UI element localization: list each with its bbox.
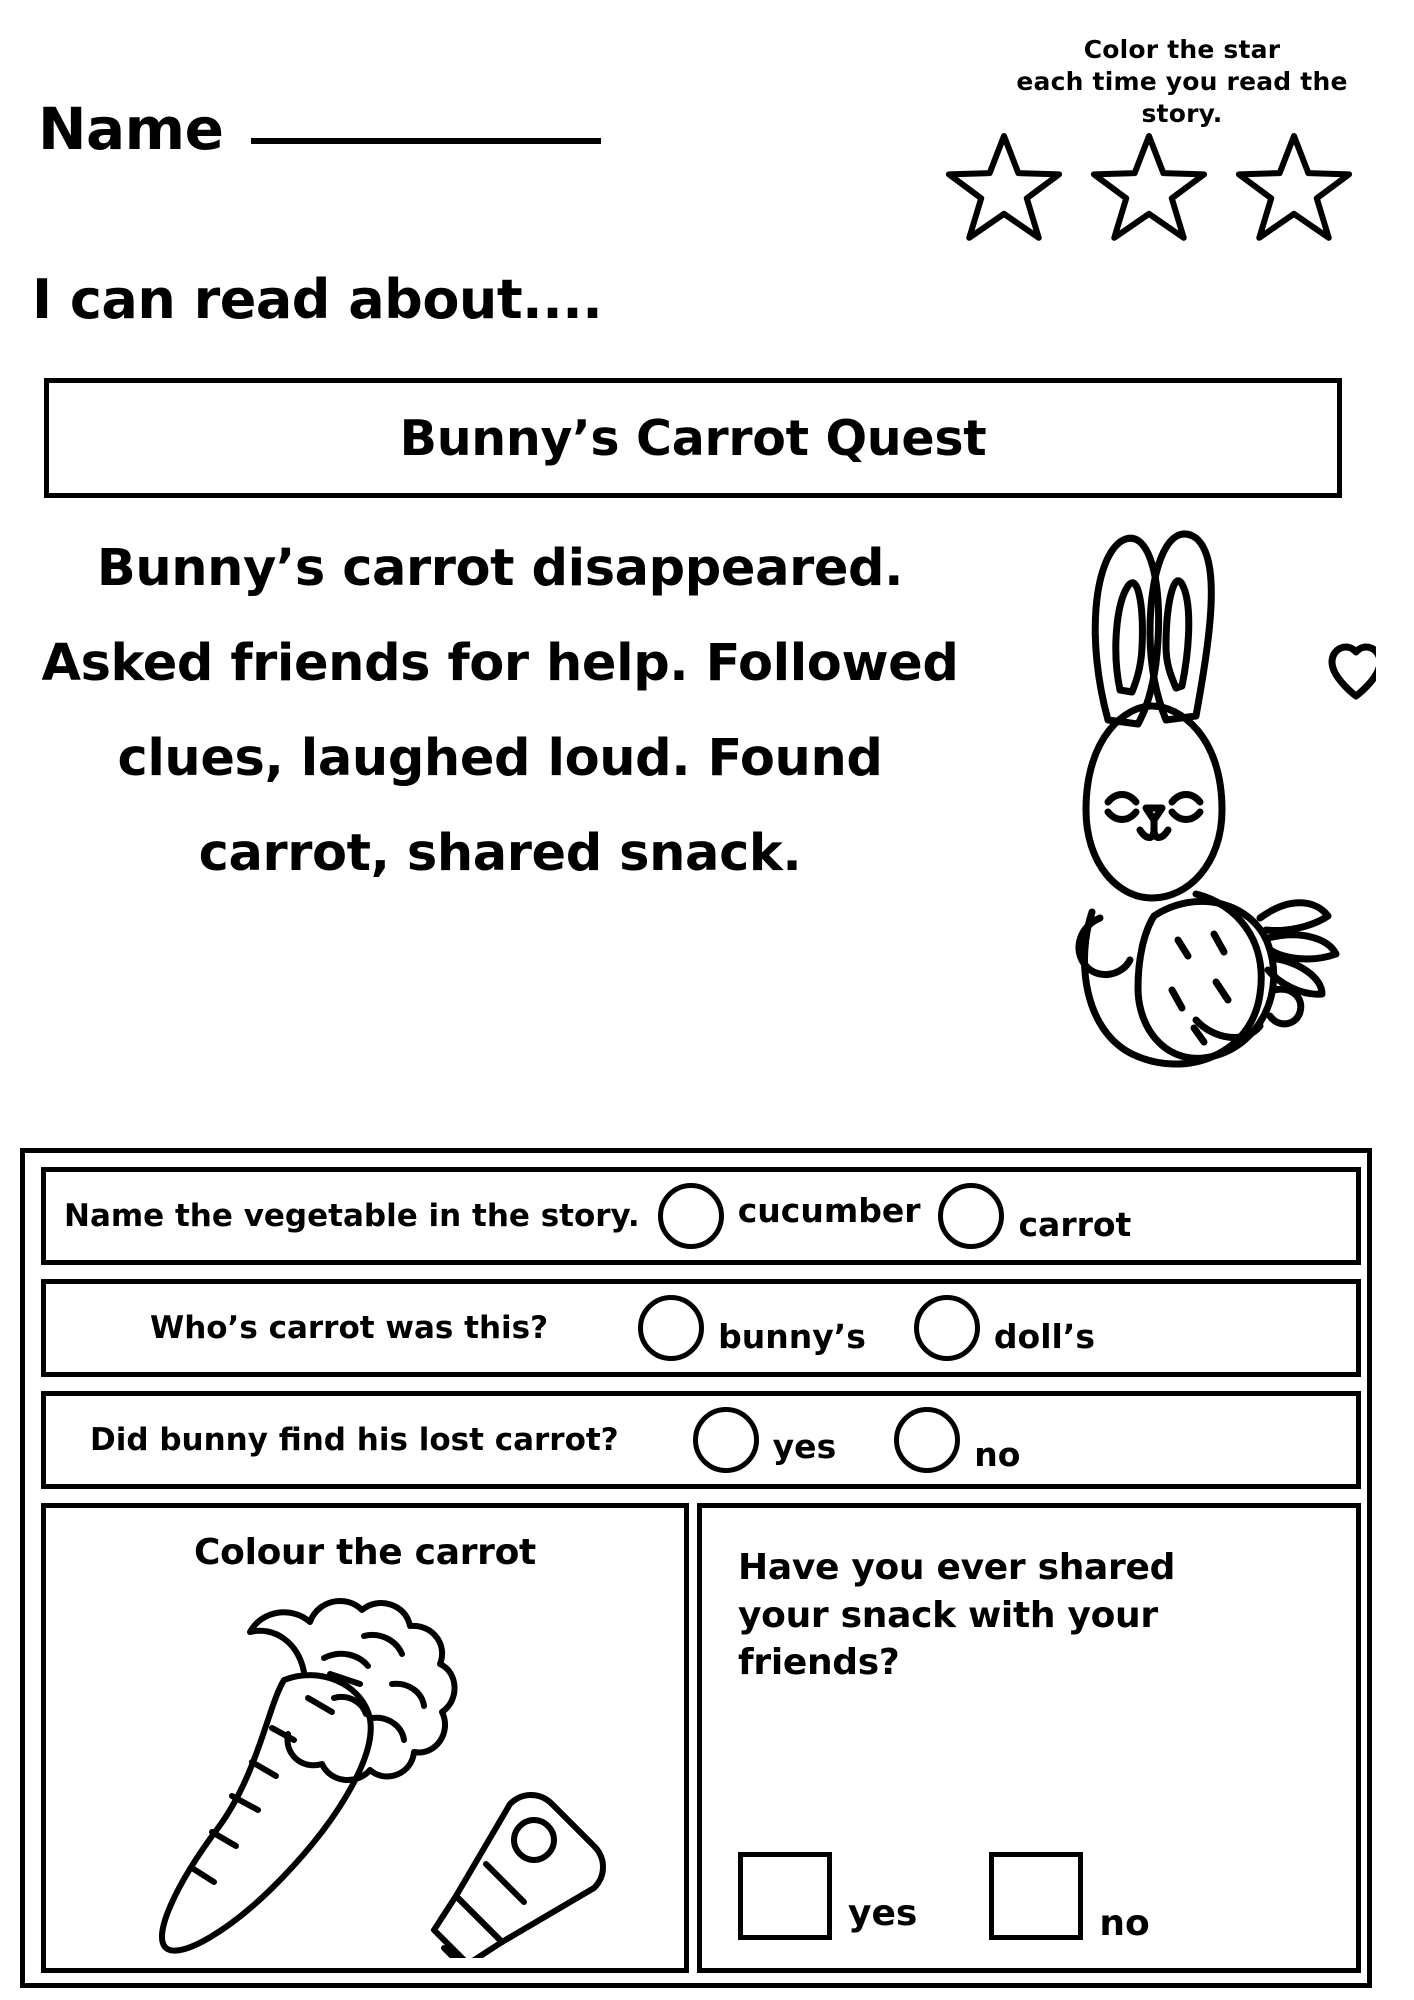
question-1-prompt: Name the vegetable in the story. [64,1198,640,1234]
question-2-option-2[interactable] [914,1295,1095,1361]
questions-frame [20,1148,1372,1988]
star-icon[interactable] [944,130,1064,245]
question-row-2 [41,1279,1361,1377]
question-1-option-1[interactable] [658,1183,921,1249]
answer-bubble[interactable] [914,1295,980,1361]
question-3-prompt: Did bunny find his lost carrot? [90,1422,619,1458]
question-row-3 [41,1391,1361,1489]
story-text: Bunny’s carrot disappeared. Asked friends for help. Followed clues, laughed loud. Found carrot, shared snack. [41,539,959,883]
page-title: I can read about.... [32,268,603,331]
answer-bubble[interactable] [894,1407,960,1473]
star-instruction [992,34,1372,130]
answer-label: cucumber [737,1190,921,1230]
crayon-icon [434,1795,603,1958]
colour-activity-title: Colour the carrot [194,1532,536,1573]
checkbox-label: yes [848,1893,918,1934]
reflection-options [738,1852,1150,1944]
answer-bubble[interactable] [693,1407,759,1473]
carrot-and-crayon-art [72,1588,632,1958]
story-title: Bunny’s Carrot Quest [399,409,987,467]
story-title-box [44,378,1342,498]
answer-label: no [974,1434,1021,1474]
checkbox-label: no [1099,1903,1150,1944]
checkbox[interactable] [989,1852,1083,1940]
question-2-prompt: Who’s carrot was this? [150,1310,549,1346]
star-tracker [944,130,1354,245]
answer-label: doll’s [993,1316,1096,1356]
carrot-icon [162,1601,455,1951]
answer-bubble[interactable] [638,1295,704,1361]
name-label: Name [38,95,224,163]
reflection-option-no[interactable] [989,1852,1150,1944]
reflection-panel [697,1503,1361,1973]
answer-bubble[interactable] [658,1183,724,1249]
answer-label: carrot [1018,1204,1132,1244]
question-row-1 [41,1167,1361,1265]
bunny-with-carrot-icon [1046,520,1376,1080]
reflection-question: Have you ever shared your snack with your friends? [738,1547,1176,1684]
star-icon[interactable] [1234,130,1354,245]
checkbox[interactable] [738,1852,832,1940]
star-icon[interactable] [1089,130,1209,245]
question-3-option-2[interactable] [894,1407,1020,1473]
name-field-row [38,95,601,163]
star-instruction-line1: Color the star [1083,35,1281,64]
answer-bubble[interactable] [938,1183,1004,1249]
question-2-option-1[interactable] [638,1295,866,1361]
colour-activity-panel [41,1503,689,1973]
answer-label: bunny’s [718,1316,866,1356]
answer-label: yes [772,1426,837,1466]
question-3-option-1[interactable] [693,1407,837,1473]
question-1-option-2[interactable] [938,1183,1131,1249]
star-instruction-line2: each time you read the story. [1016,67,1348,128]
name-input-blank[interactable] [251,138,601,144]
reflection-option-yes[interactable] [738,1852,917,1940]
